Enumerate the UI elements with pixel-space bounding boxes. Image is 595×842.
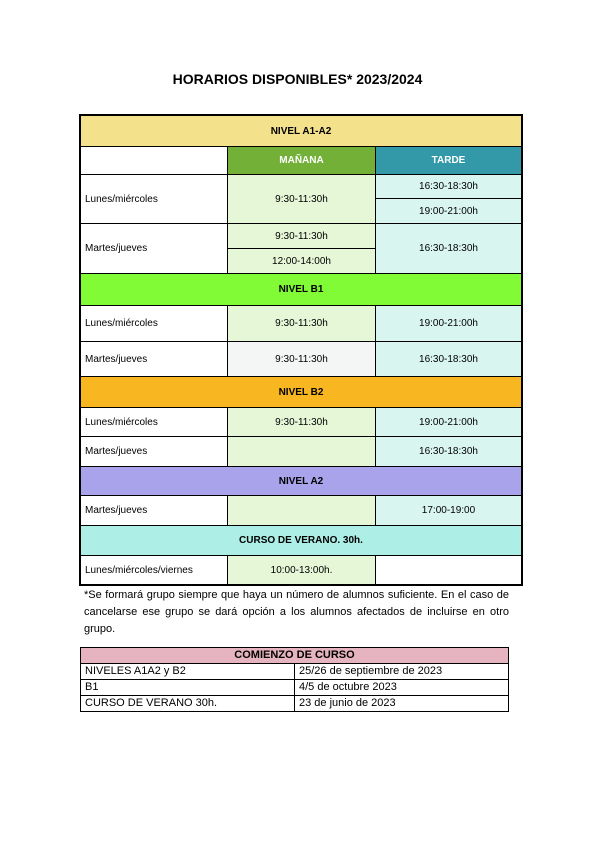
- schedule-table: [79, 114, 523, 586]
- start-date: 25/26 de septiembre de 2023: [295, 664, 509, 680]
- row-day-label: Lunes/miércoles: [81, 175, 228, 224]
- band-nivel-a2: NIVEL A2: [81, 467, 521, 496]
- tarde-slot: [376, 556, 521, 584]
- row-day-label: Martes/jueves: [81, 437, 228, 467]
- row-day-label: Martes/jueves: [81, 224, 228, 274]
- table-row: [81, 696, 509, 712]
- manana-slot: 9:30-11:30h: [228, 175, 376, 224]
- band-curso-verano: CURSO DE VERANO. 30h.: [81, 526, 521, 556]
- band-nivel-b1: NIVEL B1: [81, 274, 521, 306]
- tarde-slot: 16:30-18:30h: [376, 342, 521, 377]
- manana-slot: 9:30-11:30h: [228, 408, 376, 437]
- row-day-label: Lunes/miércoles: [81, 408, 228, 437]
- table-row: [81, 664, 509, 680]
- manana-slot: [228, 437, 376, 467]
- start-level: CURSO DE VERANO 30h.: [81, 696, 295, 712]
- footnote: *Se formará grupo siempre que haya un número de alumnos suficiente. En el caso de cancelarse ese grupo se dará opción a los alumnos afectados de incluirse en otro grupo.: [84, 589, 509, 635]
- table-row: [81, 680, 509, 696]
- header-blank: [81, 147, 228, 175]
- manana-slot: 9:30-11:30h: [228, 306, 376, 342]
- row-day-label: Martes/jueves: [81, 342, 228, 377]
- band-nivel-a1-a2: NIVEL A1-A2: [81, 116, 521, 147]
- start-date: 23 de junio de 2023: [295, 696, 509, 712]
- manana-slot: 9:30-11:30h: [228, 224, 376, 249]
- tarde-slot: 19:00-21:00h: [376, 408, 521, 437]
- row-day-label: Lunes/miércoles: [81, 306, 228, 342]
- manana-slot: 9:30-11:30h: [228, 342, 376, 377]
- start-level: B1: [81, 680, 295, 696]
- tarde-slot: 17:00-19:00: [376, 496, 521, 526]
- tarde-slot: 16:30-18:30h: [376, 437, 521, 467]
- header-manana: MAÑANA: [228, 147, 376, 175]
- start-date: 4/5 de octubre 2023: [295, 680, 509, 696]
- row-day-label: Lunes/miércoles/viernes: [81, 556, 228, 584]
- tarde-slot: 16:30-18:30h: [376, 224, 521, 274]
- band-nivel-b2: NIVEL B2: [81, 377, 521, 408]
- tarde-slot: 19:00-21:00h: [376, 306, 521, 342]
- manana-slot: [228, 496, 376, 526]
- start-dates-table: [80, 647, 509, 712]
- tarde-slot: 16:30-18:30h: [376, 175, 521, 199]
- page-title: HORARIOS DISPONIBLES* 2023/2024: [172, 71, 423, 87]
- manana-slot: 10:00-13:00h.: [228, 556, 376, 584]
- start-level: NIVELES A1A2 y B2: [81, 664, 295, 680]
- tarde-slot: 19:00-21:00h: [376, 199, 521, 224]
- header-tarde: TARDE: [376, 147, 521, 175]
- manana-slot: 12:00-14:00h: [228, 249, 376, 274]
- row-day-label: Martes/jueves: [81, 496, 228, 526]
- start-dates-header: COMIENZO DE CURSO: [81, 648, 509, 664]
